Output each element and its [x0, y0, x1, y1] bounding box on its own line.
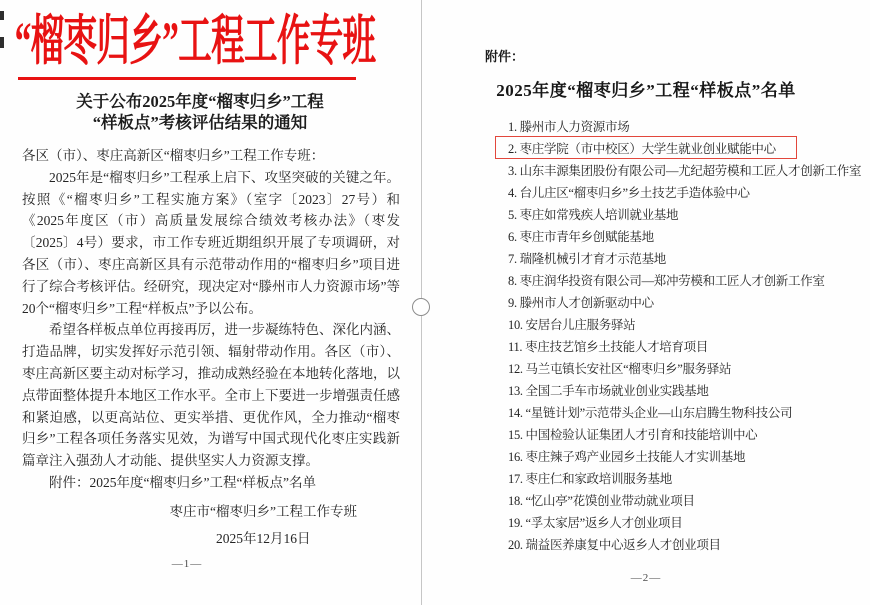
notice-page [0, 0, 421, 605]
signature-block [170, 498, 357, 552]
attachment-label: 附件： [485, 49, 525, 64]
list-item-18: 18. “忆山亭”花馍创业带动就业项目 [508, 494, 695, 508]
list-item-12: 12. 马兰屯镇长安社区“榴枣归乡”服务驿站 [508, 362, 732, 376]
attachment-note: 附件：2025年度“榴枣归乡”工程“样板点”名单 [49, 474, 316, 490]
list-item-2: 2. 枣庄学院（市中校区）大学生就业创业赋能中心 [508, 142, 776, 156]
attachment-page [422, 0, 870, 605]
list-item-4: 4. 台儿庄区“榴枣归乡”乡土技艺手造体验中心 [508, 186, 750, 200]
masthead-rule [18, 77, 356, 80]
page-number-1: —1— [171, 558, 203, 570]
notice-title-line1: 关于公布2025年度“榴枣归乡”工程 [76, 92, 324, 111]
notice-title [0, 91, 400, 133]
notice-title-line2: “样板点”考核评估结果的通知 [92, 113, 308, 132]
scan-edge-artifact [0, 11, 4, 20]
list-item-8: 8. 枣庄润华投资有限公司—郑冲劳模和工匠人才创新工作室 [508, 274, 825, 288]
list-item-1: 1. 滕州市人力资源市场 [508, 120, 630, 134]
list-item-10: 10. 安居台儿庄服务驿站 [508, 318, 636, 332]
attachment-title: 2025年度“榴枣归乡”工程“样板点”名单 [496, 81, 796, 100]
list-item-6: 6. 枣庄市青年乡创赋能基地 [508, 230, 654, 244]
masthead-title: “榴枣归乡”工程工作专班 [14, 11, 376, 71]
signature-date: 2025年12月16日 [216, 531, 311, 546]
signer-name: 枣庄市“榴枣归乡”工程工作专班 [169, 504, 357, 519]
page-number-2: —2— [630, 572, 662, 584]
list-item-13: 13. 全国二手车市场就业创业实践基地 [508, 384, 709, 398]
list-item-5: 5. 枣庄如常残疾人培训就业基地 [508, 208, 679, 222]
salutation-line: 各区（市）、枣庄高新区“榴枣归乡”工程工作专班： [22, 148, 325, 163]
list-item-20: 20. 瑞益医养康复中心返乡人才创业项目 [508, 538, 721, 552]
list-item-7: 7. 瑞隆机械引才育才示范基地 [508, 252, 667, 266]
body-paragraph-1: 2025年是“榴枣归乡”工程承上启下、攻坚突破的关键之年。按照《“榴枣归乡”工程实施方案》（室字〔2023〕27号）和《2025年度区（市）高质量发展综合绩效考核办法》（枣发〔2025〕4号）要求，市工作专班近期组织开展了专项调研，对各区（市）、枣庄高新区具有示范带动作用的“榴枣归乡”项目进行了综合考核评估。经研究，现决定对“滕州市人力资源市场”等20个“榴枣归乡”工程“样板点”予以公布。 [22, 169, 400, 316]
scan-edge-artifact [0, 37, 4, 48]
notice-body [22, 145, 400, 494]
list-item-11: 11. 枣庄技艺馆乡土技能人才培育项目 [508, 340, 709, 354]
list-item-3: 3. 山东丰源集团股份有限公司—尤纪超劳模和工匠人才创新工作室 [508, 164, 862, 178]
list-item-9: 9. 滕州市人才创新驱动中心 [508, 296, 654, 310]
list-item-19: 19. “孚太家居”返乡人才创业项目 [508, 516, 683, 530]
list-item-15: 15. 中国检验认证集团人才引育和技能培训中心 [508, 428, 758, 442]
sample-points-list [508, 116, 864, 556]
list-item-17: 17. 枣庄仁和家政培训服务基地 [508, 472, 672, 486]
list-item-16: 16. 枣庄辣子鸡产业园乡土技能人才实训基地 [508, 450, 746, 464]
list-item-14: 14. “星链计划”示范带头企业—山东启腾生物科技公司 [508, 406, 793, 420]
body-paragraph-2: 希望各样板点单位再接再厉，进一步凝练特色、深化内涵、打造品牌，切实发挥好示范引领、辐射带动作用。各区（市）、枣庄高新区要主动对标学习，推动成熟经验在本地转化落地，以点带面整体提升本地区工作水平。全市上下要进一步增强责任感和紧迫感，以更高站位、更实举措、更优作风，全力推动“榴枣归乡”工程各项任务落实见效，为谱写中国式现代化枣庄实践新篇章注入强劲人才动能、提供坚实人力资源支撑。 [22, 322, 400, 469]
